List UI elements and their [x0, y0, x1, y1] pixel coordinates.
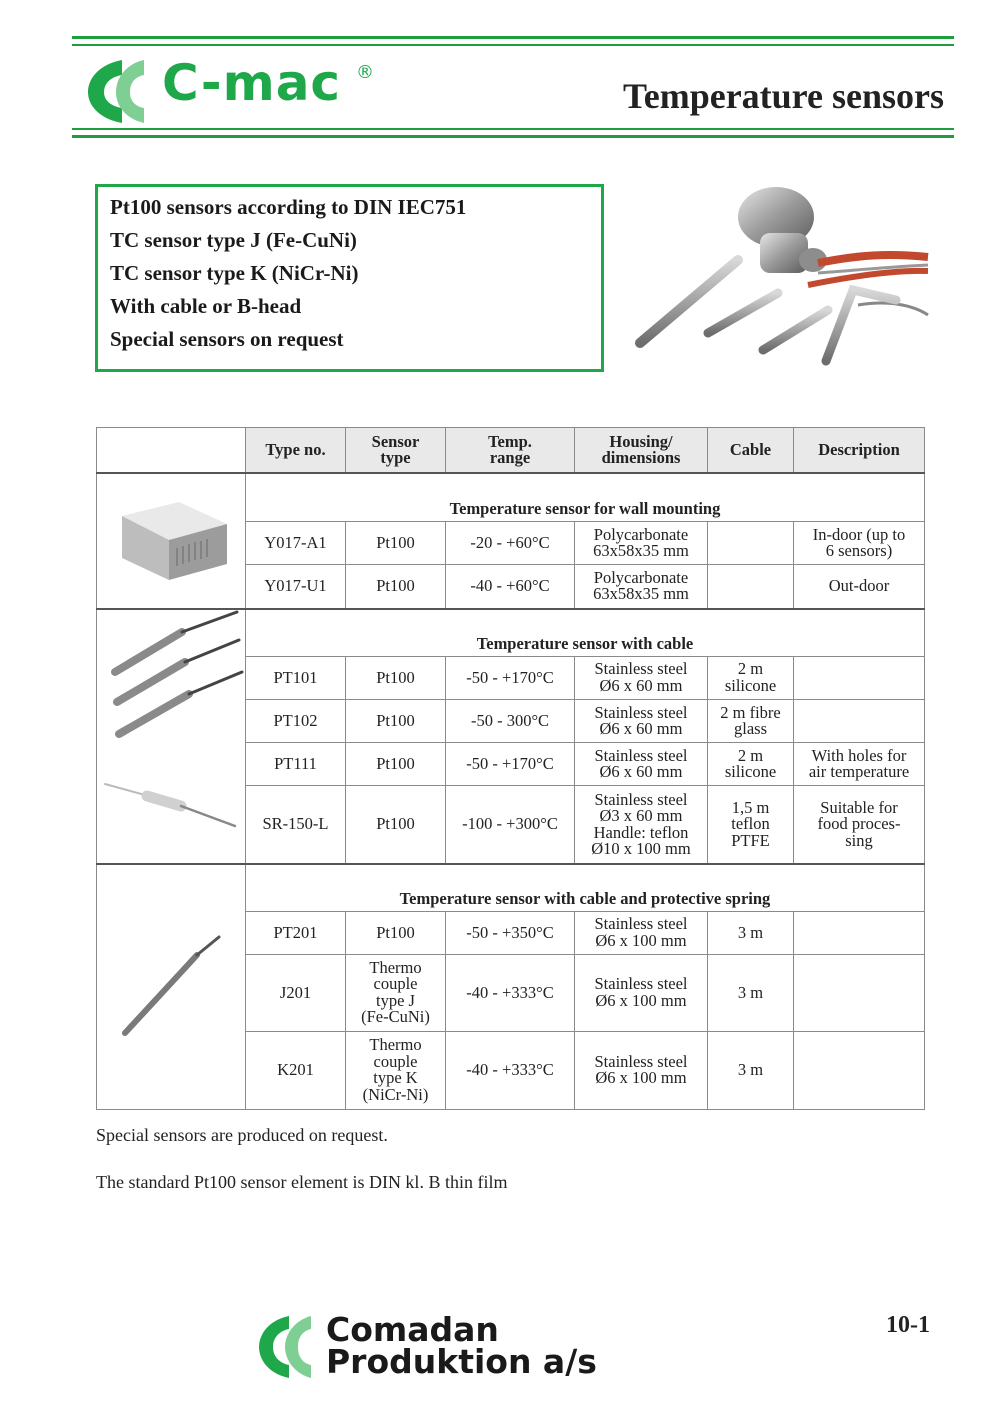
cell-description: [794, 911, 925, 954]
cell-housing: Stainless steel Ø6 x 100 mm: [575, 911, 708, 954]
cell-type: SR-150-L: [246, 786, 346, 864]
cell-housing: Polycarbonate 63x58x35 mm: [575, 565, 708, 609]
cell-sensor: Pt100: [346, 743, 446, 786]
cell-housing: Stainless steel Ø6 x 100 mm: [575, 954, 708, 1031]
table-header-blank: [97, 428, 246, 474]
cell-range: -50 - 300°C: [446, 699, 575, 742]
table-section-row: [97, 473, 925, 521]
cell-sensor: Pt100: [346, 699, 446, 742]
cell-type: PT102: [246, 699, 346, 742]
feature-item: Special sensors on request: [110, 327, 344, 351]
cell-range: -40 - +333°C: [446, 1032, 575, 1109]
cell-housing: Stainless steel Ø6 x 60 mm: [575, 699, 708, 742]
section-title: Temperature sensor for wall mounting: [246, 473, 925, 521]
section-image: [97, 609, 246, 865]
cell-cable: 1,5 m teflon PTFE: [708, 786, 794, 864]
section-title: Temperature sensor with cable: [246, 609, 925, 657]
cell-type: PT101: [246, 656, 346, 699]
cell-description: Out-door: [794, 565, 925, 609]
sensor-product-photo: [628, 175, 933, 375]
table-section-row: [97, 609, 925, 657]
cmac-logo-icon: [82, 56, 162, 126]
cell-type: PT111: [246, 743, 346, 786]
table-section-row: [97, 864, 925, 911]
wall-box-image: [97, 474, 246, 604]
sensor-table: [96, 427, 925, 1110]
cell-type: K201: [246, 1032, 346, 1109]
page-number: 10-1: [886, 1312, 930, 1338]
header-rule-top-thin: [72, 44, 954, 46]
cell-cable: 3 m: [708, 954, 794, 1031]
cell-cable: 3 m: [708, 1032, 794, 1109]
cell-sensor: Pt100: [346, 911, 446, 954]
note-standard: The standard Pt100 sensor element is DIN kl. B thin film: [96, 1172, 508, 1192]
cell-housing: Stainless steel Ø3 x 60 mm Handle: teflon Ø10 x 100 mm: [575, 786, 708, 864]
col-header-sensor: Sensor type: [346, 428, 446, 474]
cell-housing: Stainless steel Ø6 x 100 mm: [575, 1032, 708, 1109]
cell-range: -20 - +60°C: [446, 521, 575, 565]
col-header-housing: Housing/ dimensions: [575, 428, 708, 474]
cell-range: -50 - +170°C: [446, 656, 575, 699]
cell-type: Y017-U1: [246, 565, 346, 609]
cell-sensor: Thermo couple type K (NiCr-Ni): [346, 1032, 446, 1109]
spring-probe-image: [97, 865, 246, 1105]
cell-housing: Polycarbonate 63x58x35 mm: [575, 521, 708, 565]
col-header-cable: Cable: [708, 428, 794, 474]
company-name-line2: Produktion a/s: [326, 1342, 597, 1381]
comadan-logo-icon: [255, 1312, 325, 1382]
header-rule-bottom: [72, 128, 954, 130]
cell-description: [794, 1032, 925, 1109]
page-title: Temperature sensors: [623, 76, 944, 116]
cell-housing: Stainless steel Ø6 x 60 mm: [575, 743, 708, 786]
company-name-line1: Comadan: [326, 1310, 499, 1349]
header-rule-bottom-thick: [72, 135, 954, 138]
cell-description: Suitable for food proces- sing: [794, 786, 925, 864]
cell-type: J201: [246, 954, 346, 1031]
feature-box: [95, 184, 604, 372]
cell-range: -40 - +333°C: [446, 954, 575, 1031]
cable-probes-image: [97, 610, 246, 860]
cell-cable: 2 m silicone: [708, 743, 794, 786]
feature-item: TC sensor type J (Fe-CuNi): [110, 228, 357, 252]
cell-cable: 2 m fibre glass: [708, 699, 794, 742]
cell-type: PT201: [246, 911, 346, 954]
cell-sensor: Thermo couple type J (Fe-CuNi): [346, 954, 446, 1031]
cell-type: Y017-A1: [246, 521, 346, 565]
cell-cable: [708, 521, 794, 565]
cell-sensor: Pt100: [346, 521, 446, 565]
cell-description: [794, 699, 925, 742]
col-header-temp: Temp. range: [446, 428, 575, 474]
cell-range: -100 - +300°C: [446, 786, 575, 864]
note-special: Special sensors are produced on request.: [96, 1125, 388, 1145]
header-rule-top: [72, 36, 954, 39]
cell-cable: 3 m: [708, 911, 794, 954]
cell-sensor: Pt100: [346, 565, 446, 609]
cell-range: -40 - +60°C: [446, 565, 575, 609]
brand-name: C-mac: [162, 54, 342, 112]
cell-sensor: Pt100: [346, 786, 446, 864]
cell-description: With holes for air temperature: [794, 743, 925, 786]
cell-cable: [708, 565, 794, 609]
cell-sensor: Pt100: [346, 656, 446, 699]
feature-item: With cable or B-head: [110, 294, 302, 318]
cell-range: -50 - +350°C: [446, 911, 575, 954]
section-image: [97, 864, 246, 1109]
col-header-description: Description: [794, 428, 925, 474]
cell-description: [794, 656, 925, 699]
feature-item: TC sensor type K (NiCr-Ni): [110, 261, 359, 285]
col-header-type: Type no.: [246, 428, 346, 474]
feature-item: Pt100 sensors according to DIN IEC751: [110, 195, 467, 219]
registered-mark: ®: [356, 62, 374, 83]
cell-housing: Stainless steel Ø6 x 60 mm: [575, 656, 708, 699]
cell-description: In-door (up to 6 sensors): [794, 521, 925, 565]
section-title: Temperature sensor with cable and protective spring: [246, 864, 925, 911]
cell-range: -50 - +170°C: [446, 743, 575, 786]
cell-description: [794, 954, 925, 1031]
cell-cable: 2 m silicone: [708, 656, 794, 699]
section-image: [97, 473, 246, 609]
